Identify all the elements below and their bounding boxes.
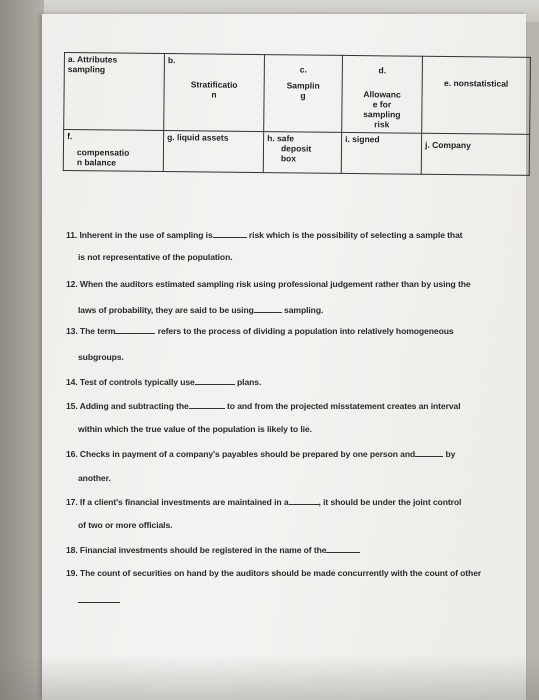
question-19-text: 19. The count of securities on hand by the auditors should be made concurrently with the count of other	[66, 568, 482, 578]
choice-i-label: i. signed	[345, 133, 380, 145]
question-11	[66, 229, 463, 240]
choice-d-text-3: sampling	[363, 109, 401, 120]
question-11-text: 11. Inherent in the use of sampling is	[66, 230, 213, 240]
question-13	[66, 325, 454, 336]
question-12-text-3: sampling.	[284, 305, 324, 315]
choice-a-text: sampling	[67, 64, 106, 75]
choice-a	[64, 53, 165, 131]
choice-d	[342, 55, 423, 133]
choice-f-text-2: n balance	[76, 157, 117, 168]
question-14	[66, 376, 261, 387]
choice-f-text: compensatio	[76, 147, 130, 158]
question-13-text-2: refers to the process of dividing a population into relatively homogeneous	[157, 326, 454, 336]
question-16-text: 16. Checks in payment of a company's payables should be prepared by one person and	[66, 449, 416, 459]
choice-c	[264, 55, 343, 133]
question-18-text: 18. Financial investments should be registered in the name of the	[66, 545, 327, 555]
question-16-text-3: another.	[78, 473, 111, 483]
choice-b	[164, 54, 265, 132]
question-16-text-2: by	[445, 449, 456, 459]
question-19	[66, 568, 481, 578]
question-15	[66, 400, 461, 411]
question-13-text-3: subgroups.	[78, 352, 124, 362]
choice-d-text-4: risk	[374, 119, 390, 130]
answer-blank[interactable]	[195, 376, 235, 385]
question-11-text-2: risk which is the possibility of selecting a sample that	[248, 230, 463, 240]
choice-e-label: e. nonstatistical	[444, 77, 509, 89]
choice-e	[422, 56, 531, 134]
choice-d-text: Allowanc	[363, 89, 401, 100]
answer-blank[interactable]	[289, 496, 319, 505]
choice-c-label: c.	[299, 64, 307, 75]
answer-blank[interactable]	[213, 229, 247, 238]
question-17	[66, 496, 461, 507]
question-17-text: 17. If a client's financial investments are maintained in a	[66, 497, 289, 507]
question-14-text: 14. Test of controls typically use	[66, 377, 195, 387]
question-15-text-3: within which the true value of the population is likely to lie.	[78, 424, 312, 434]
question-17-text-2: , it should be under the joint control	[318, 497, 462, 507]
choice-h	[263, 132, 341, 174]
table-row	[63, 130, 529, 176]
choice-d-text-2: e for	[372, 99, 392, 110]
question-13-text: 13. The term	[66, 326, 116, 336]
choice-j	[421, 133, 529, 175]
question-13-cont	[78, 352, 124, 362]
question-15-text-2: to and from the projected misstatement creates an interval	[227, 401, 461, 411]
answer-blank[interactable]	[189, 400, 225, 409]
question-16-cont	[78, 473, 111, 483]
question-12	[66, 279, 471, 289]
question-18	[66, 544, 360, 555]
question-11-text-3: is not representative of the population.	[78, 252, 233, 262]
choice-a-label: a. Attributes	[67, 54, 118, 65]
question-15-text: 15. Adding and subtracting the	[66, 401, 189, 411]
answer-blank[interactable]	[78, 594, 120, 603]
choice-h-text-2: box	[280, 153, 297, 164]
table-row	[64, 53, 531, 135]
choice-b-text: Stratificatio	[190, 79, 238, 90]
question-15-cont	[78, 424, 312, 434]
answer-blank[interactable]	[115, 325, 155, 334]
answer-blank[interactable]	[254, 304, 282, 313]
answer-blank[interactable]	[415, 448, 443, 457]
answer-choices-table	[63, 52, 531, 176]
choice-g-label: g. liquid assets	[167, 132, 229, 143]
question-16	[66, 448, 455, 459]
choice-c-text-2: g	[300, 90, 306, 101]
choice-g	[163, 131, 263, 173]
choice-b-label: b.	[167, 55, 176, 66]
choice-i	[341, 132, 421, 174]
choice-c-text: Samplin	[286, 80, 320, 91]
worksheet-page	[42, 14, 526, 700]
question-17-cont	[78, 520, 172, 530]
choice-h-text: deposit	[280, 143, 312, 154]
question-14-text-2: plans.	[237, 377, 262, 387]
question-19-cont	[78, 594, 120, 605]
question-11-cont	[78, 252, 233, 262]
question-12-cont	[78, 304, 323, 315]
left-shadow	[0, 0, 44, 700]
choice-f	[63, 130, 163, 172]
question-12-text: 12. When the auditors estimated sampling risk using professional judgement rather than by using the	[66, 279, 471, 289]
answer-blank[interactable]	[326, 544, 360, 553]
choice-b-text-2: n	[211, 89, 217, 100]
choice-d-label: d.	[378, 65, 387, 76]
choice-f-label: f.	[67, 131, 73, 142]
question-17-text-3: of two or more officials.	[78, 520, 173, 530]
bottom-shadow	[0, 655, 539, 700]
choice-h-label: h. safe	[267, 133, 295, 144]
choice-j-label: j. Company	[424, 139, 471, 151]
question-12-text-2: laws of probability, they are said to be using	[78, 305, 254, 315]
